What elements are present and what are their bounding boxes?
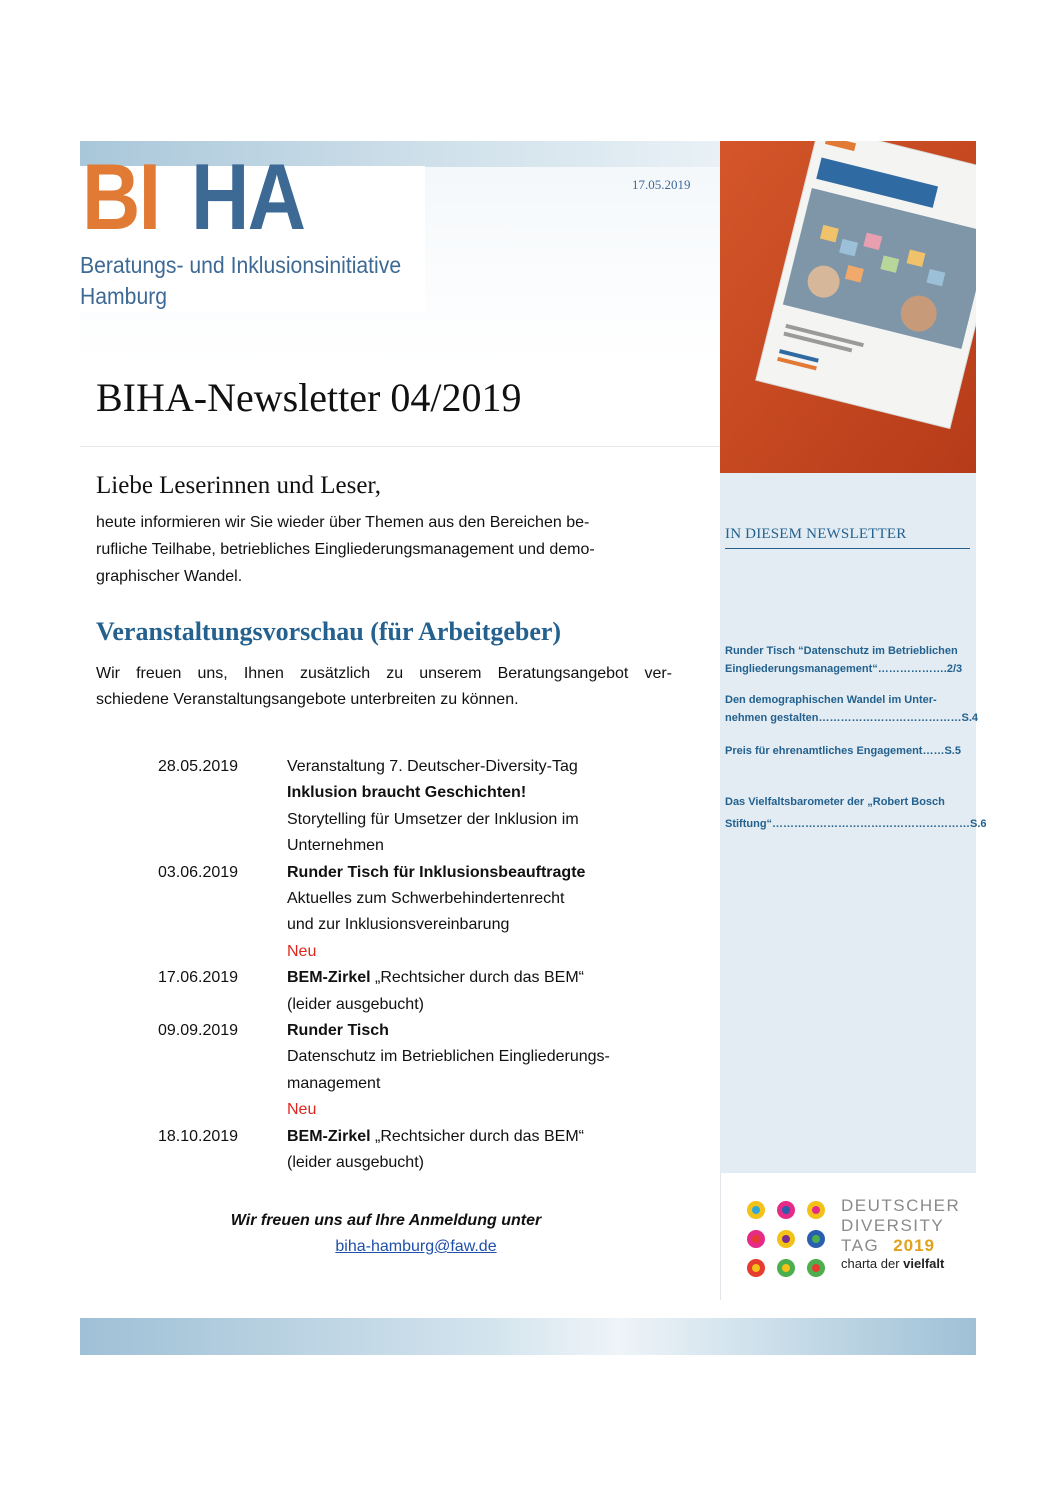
event-title: Veranstaltung 7. Deutscher-Diversity-Tag (287, 758, 578, 775)
section-line: Wir freuen uns, Ihnen zusätzlich zu unserem Beratungsangebot ver- (96, 665, 672, 682)
event-item (158, 1124, 678, 1177)
sidebar-heading: IN DIESEM NEWSLETTER (725, 527, 970, 549)
event-title: BEM-Zirkel (287, 969, 371, 987)
intro-line: graphischer Wandel. (96, 568, 243, 585)
closing-text: Wir freuen uns auf Ihre Anmeldung unter (230, 1212, 542, 1229)
diversity-line1: DEUTSCHER (841, 1196, 961, 1215)
event-date: 17.06.2019 (158, 969, 239, 987)
toc-line: Preis für ehrenamtliches Engagement……S.5 (725, 745, 961, 757)
diversity-tag: TAG (841, 1236, 880, 1255)
diversity-dots-icon (742, 1197, 830, 1281)
logo-subtitle-line1: Beratungs- und Inklusionsinitiative (80, 252, 402, 278)
event-title: BEM-Zirkel (287, 1127, 371, 1145)
event-list (158, 754, 678, 1177)
event-detail: Unternehmen (287, 837, 384, 855)
intro-line: rufliche Teilhabe, betriebliches Eingliederungsmanagement und demo- (96, 541, 595, 558)
diversity-year: 2019 (893, 1236, 936, 1255)
charta-bold: vielfalt (903, 1256, 945, 1271)
event-item (158, 1018, 678, 1124)
section-paragraph (96, 661, 672, 713)
newsletter-title: BIHA-Newsletter 04/2019 (96, 375, 522, 420)
intro-line: heute informieren wir Sie wieder über Themen aus den Bereichen be- (96, 514, 590, 531)
event-detail: und zur Inklusionsvereinbarung (287, 916, 510, 934)
greeting: Liebe Leserinnen und Leser, (96, 472, 381, 499)
title-divider (80, 446, 720, 447)
event-title-line (287, 965, 678, 991)
top-decorative-band (80, 141, 720, 167)
event-item (158, 965, 678, 1018)
toc-line: Das Vielfaltsbarometer der „Robert Bosch (725, 796, 945, 808)
event-detail: management (287, 1074, 381, 1092)
event-title-rest: „Rechtsicher durch das BEM“ (370, 1127, 584, 1145)
brochure-photo (720, 141, 976, 473)
event-detail: (leider ausgebucht) (287, 1154, 424, 1172)
issue-date: 17.05.2019 (632, 177, 691, 192)
diversity-line3 (841, 1237, 960, 1257)
event-detail: Aktuelles zum Schwerbehindertenrecht (287, 890, 565, 908)
event-title: Runder Tisch für Inklusionsbeauftragte (287, 863, 586, 881)
logo-mark-ha: HA (191, 144, 305, 249)
intro-paragraph (96, 509, 676, 590)
new-badge: Neu (287, 1101, 317, 1119)
toc-line: Stiftung“………………………………………………S.6 (725, 818, 987, 830)
charta-regular: charta der (841, 1256, 904, 1271)
toc-line: Eingliederungsmanagement“……………….2/3 (725, 663, 963, 675)
event-title-rest: „Rechtsicher durch das BEM“ (370, 969, 584, 987)
event-title-line (287, 1124, 678, 1150)
toc-line: nehmen gestalten…………………………………S.4 (725, 712, 979, 724)
event-item (158, 860, 678, 966)
diversity-logo-text (841, 1197, 960, 1277)
toc-item[interactable] (725, 742, 970, 760)
section-heading: Veranstaltungsvorschau (für Arbeitgeber) (96, 617, 562, 646)
email-link[interactable]: biha-hamburg@faw.de (335, 1238, 497, 1255)
bottom-decorative-band (80, 1318, 976, 1355)
section-line: schiedene Veranstaltungsangebote unterbreiten zu können. (96, 691, 519, 708)
logo-subtitle-line2: Hamburg (80, 283, 168, 309)
event-date: 03.06.2019 (158, 863, 239, 881)
brochure-illustration (720, 141, 976, 473)
event-detail: Storytelling für Umsetzer der Inklusion im (287, 810, 579, 828)
toc-line: Den demographischen Wandel im Unter- (725, 694, 937, 706)
new-badge: Neu (287, 942, 317, 960)
toc-item[interactable] (725, 691, 979, 727)
event-title: Runder Tisch (287, 1022, 389, 1040)
diversity-charta (841, 1257, 960, 1277)
event-detail: (leider ausgebucht) (287, 995, 424, 1013)
event-subtitle: Inklusion braucht Geschichten! (287, 784, 527, 802)
toc-line: Runder Tisch “Datenschutz im Betrieblichen (725, 645, 958, 657)
logo-mark-bi: BI (82, 144, 160, 249)
event-date: 18.10.2019 (158, 1127, 239, 1145)
toc-item[interactable] (725, 791, 987, 835)
event-date: 09.09.2019 (158, 1022, 239, 1040)
event-date: 28.05.2019 (158, 758, 239, 775)
event-detail: Datenschutz im Betrieblichen Eingliederungs- (287, 1048, 610, 1066)
toc-item[interactable] (725, 642, 970, 678)
event-item (158, 754, 678, 860)
diversity-line2: DIVERSITY (841, 1216, 945, 1235)
